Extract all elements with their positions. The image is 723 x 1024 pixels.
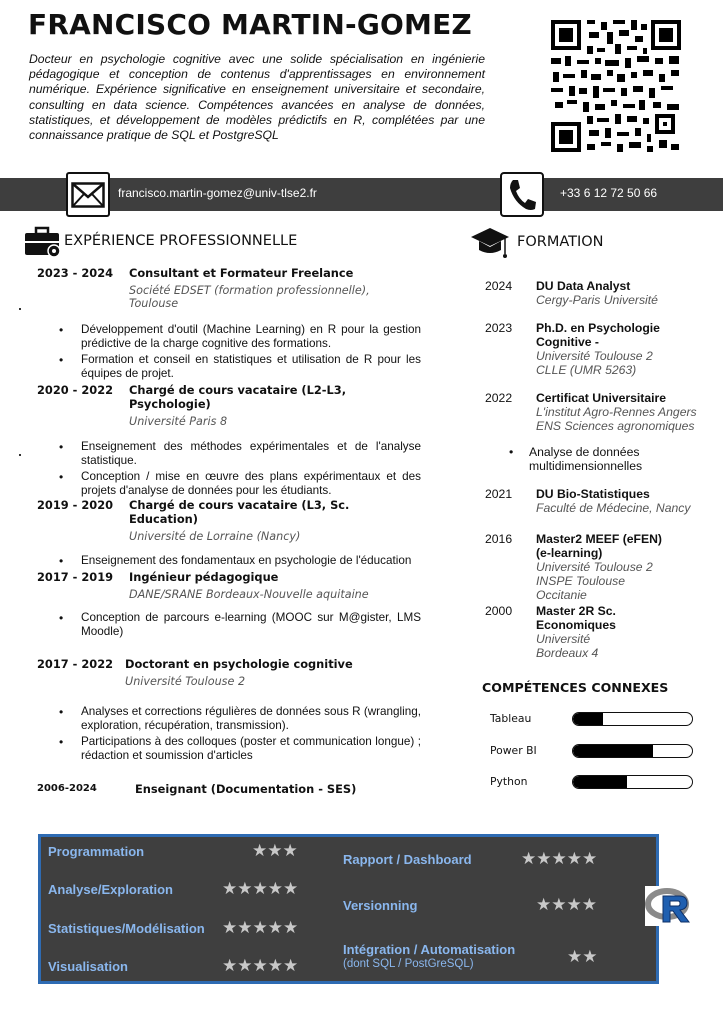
formation-institution: CLLE (UMR 5263) bbox=[536, 363, 637, 377]
formation-year: 2021 bbox=[485, 487, 513, 501]
formation-year: 2024 bbox=[485, 279, 513, 293]
skill-row bbox=[490, 774, 700, 792]
experience-bullet: • Participations à des colloques (poster et communication longue) ; rédaction et soumission d'articles bbox=[59, 735, 421, 763]
skill-label: Tableau bbox=[490, 712, 532, 725]
formation-institution: Faculté de Médecine, Nancy bbox=[536, 501, 691, 515]
graduation-cap-icon bbox=[470, 226, 510, 260]
formation-title: Master2 MEEF (eFEN) (e-learning) bbox=[536, 532, 662, 560]
experience-entry bbox=[37, 782, 421, 796]
formation-institution: Cergy-Paris Université bbox=[536, 293, 658, 307]
programming-skills-panel bbox=[38, 834, 659, 984]
formation-entry bbox=[485, 321, 715, 377]
formation-institution: INSPE Toulouse Occitanie bbox=[536, 574, 625, 602]
prog-skill-label: Intégration / Automatisation bbox=[343, 942, 516, 957]
formation-institution: L'institut Agro-Rennes Angers bbox=[536, 405, 697, 419]
formation-title: Certificat Universitaire bbox=[536, 391, 667, 405]
formation-entry bbox=[485, 604, 715, 660]
email-link[interactable]: francisco.martin-gomez@univ-tlse2.fr bbox=[118, 186, 317, 200]
formation-institution: Université Bordeaux 4 bbox=[536, 632, 599, 660]
formation-institution: ENS Sciences agronomiques bbox=[536, 419, 695, 433]
stray-dot bbox=[19, 454, 21, 456]
phone-number: +33 6 12 72 50 66 bbox=[560, 186, 658, 200]
star-rating: ★★★★ bbox=[536, 895, 597, 914]
experience-entry bbox=[37, 498, 421, 570]
skill-row bbox=[490, 711, 700, 729]
experience-organization: Université Paris 8 bbox=[129, 415, 228, 428]
experience-role: Chargé de cours vacataire (L3, Sc. Education) bbox=[129, 498, 350, 526]
formation-bullet: • Analyse de données multidimensionnelles bbox=[509, 445, 709, 473]
experience-date: 2006-2024 bbox=[37, 783, 97, 794]
formation-institution: Université Toulouse 2 bbox=[536, 349, 653, 363]
skill-bar-fill bbox=[573, 745, 653, 757]
experience-entry bbox=[37, 266, 421, 383]
skill-bar-fill bbox=[573, 776, 627, 788]
formation-title: Ph.D. en Psychologie Cognitive - bbox=[536, 321, 660, 349]
experience-entry bbox=[37, 570, 421, 641]
formation-title: DU Data Analyst bbox=[536, 279, 631, 293]
experience-date: 2020 - 2022 bbox=[37, 383, 114, 397]
candidate-name: FRANCISCO MARTIN-GOMEZ bbox=[28, 8, 472, 41]
skill-bar bbox=[572, 744, 693, 758]
skill-bar-fill bbox=[573, 713, 603, 725]
skill-bar bbox=[572, 775, 693, 789]
experience-role: Enseignant (Documentation - SES) bbox=[135, 782, 357, 796]
experience-section-title: EXPÉRIENCE PROFESSIONNELLE bbox=[64, 233, 298, 249]
experience-organization: Société EDSET (formation professionnelle), Toulouse bbox=[129, 284, 370, 310]
star-rating: ★★★★★ bbox=[222, 956, 299, 975]
experience-entry bbox=[37, 657, 421, 765]
formation-title: Master 2R Sc. Economiques bbox=[536, 604, 616, 632]
skill-bar bbox=[572, 712, 693, 726]
experience-bullet: • Enseignement des méthodes expérimentales et de l'analyse statistique. bbox=[59, 440, 421, 468]
experience-role: Doctorant en psychologie cognitive bbox=[125, 657, 353, 671]
r-logo-icon bbox=[645, 886, 693, 926]
experience-bullet: • Enseignement des fondamentaux en psychologie de l'éducation bbox=[59, 554, 421, 568]
experience-bullet: • Formation et conseil en statistiques et utilisation de R pour les équipes de projet. bbox=[59, 353, 421, 381]
prog-skill-label: Programmation bbox=[48, 844, 145, 859]
profile-summary: Docteur en psychologie cognitive avec une solide spécialisation en ingénierie pédagogique et conception de contenus d'apprentissages en environnement numérique. Expérience significative en enseignement universitaire et secondaire, consulting en data science. Compétences avancées en analyse de données, statistiques, et développement de modèles prédictifs en R, complétées par une connaissance pratique de SQL et PostgreSQL bbox=[29, 52, 485, 143]
formation-year: 2023 bbox=[485, 321, 513, 335]
skills-section-title: COMPÉTENCES CONNEXES bbox=[482, 680, 669, 695]
star-rating: ★★★★★ bbox=[222, 879, 299, 898]
prog-skill-sublabel: (dont SQL / PostGreSQL) bbox=[343, 958, 474, 970]
formation-entry bbox=[485, 532, 715, 602]
qr-code-icon bbox=[549, 18, 683, 154]
experience-organization: Université de Lorraine (Nancy) bbox=[129, 530, 301, 543]
experience-organization: DANE/SRANE Bordeaux-Nouvelle aquitaine bbox=[129, 588, 369, 601]
formation-section-title: FORMATION bbox=[517, 234, 604, 250]
prog-skill-label: Versionning bbox=[343, 898, 418, 913]
skill-label: Power BI bbox=[490, 744, 537, 757]
experience-date: 2017 - 2019 bbox=[37, 570, 114, 584]
stray-dot bbox=[19, 308, 21, 310]
star-rating: ★★★★★ bbox=[521, 849, 598, 868]
experience-role: Chargé de cours vacataire (L2-L3, Psychologie) bbox=[129, 383, 347, 411]
star-rating: ★★★★★ bbox=[222, 918, 299, 937]
formation-year: 2000 bbox=[485, 604, 513, 618]
skill-label: Python bbox=[490, 775, 528, 788]
experience-role: Ingénieur pédagogique bbox=[129, 570, 279, 584]
envelope-icon bbox=[66, 172, 110, 217]
experience-bullet: • Analyses et corrections régulières de données sous R (wrangling, exploration, récupération, transmission). bbox=[59, 705, 421, 733]
formation-title: DU Bio-Statistiques bbox=[536, 487, 650, 501]
prog-skill-label: Statistiques/Modélisation bbox=[48, 921, 205, 936]
experience-role: Consultant et Formateur Freelance bbox=[129, 266, 354, 280]
formation-entry bbox=[485, 279, 715, 307]
formation-year: 2022 bbox=[485, 391, 513, 405]
briefcase-gear-icon bbox=[24, 226, 62, 258]
prog-skill-label: Visualisation bbox=[48, 959, 128, 974]
experience-entry bbox=[37, 383, 421, 500]
experience-date: 2019 - 2020 bbox=[37, 498, 114, 512]
star-rating: ★★ bbox=[567, 947, 598, 966]
experience-bullet: • Conception / mise en œuvre des plans expérimentaux et des projets d'analyse de données pour les étudiants. bbox=[59, 470, 421, 498]
prog-skill-label: Rapport / Dashboard bbox=[343, 852, 472, 867]
formation-entry bbox=[485, 391, 715, 433]
formation-year: 2016 bbox=[485, 532, 513, 546]
prog-skill-label: Analyse/Exploration bbox=[48, 882, 173, 897]
experience-date: 2017 - 2022 bbox=[37, 657, 114, 671]
phone-icon bbox=[500, 172, 544, 217]
skill-row bbox=[490, 743, 700, 761]
formation-institution: Université Toulouse 2 bbox=[536, 560, 653, 574]
experience-bullet: • Conception de parcours e-learning (MOOC sur M@gister, LMS Moodle) bbox=[59, 611, 421, 639]
formation-entry bbox=[485, 487, 715, 515]
experience-bullet: • Développement d'outil (Machine Learning) en R pour la gestion prédictive de la charge cognitive des formations. bbox=[59, 323, 421, 351]
experience-date: 2023 - 2024 bbox=[37, 266, 114, 280]
star-rating: ★★★ bbox=[252, 841, 298, 860]
experience-organization: Université Toulouse 2 bbox=[125, 675, 246, 688]
